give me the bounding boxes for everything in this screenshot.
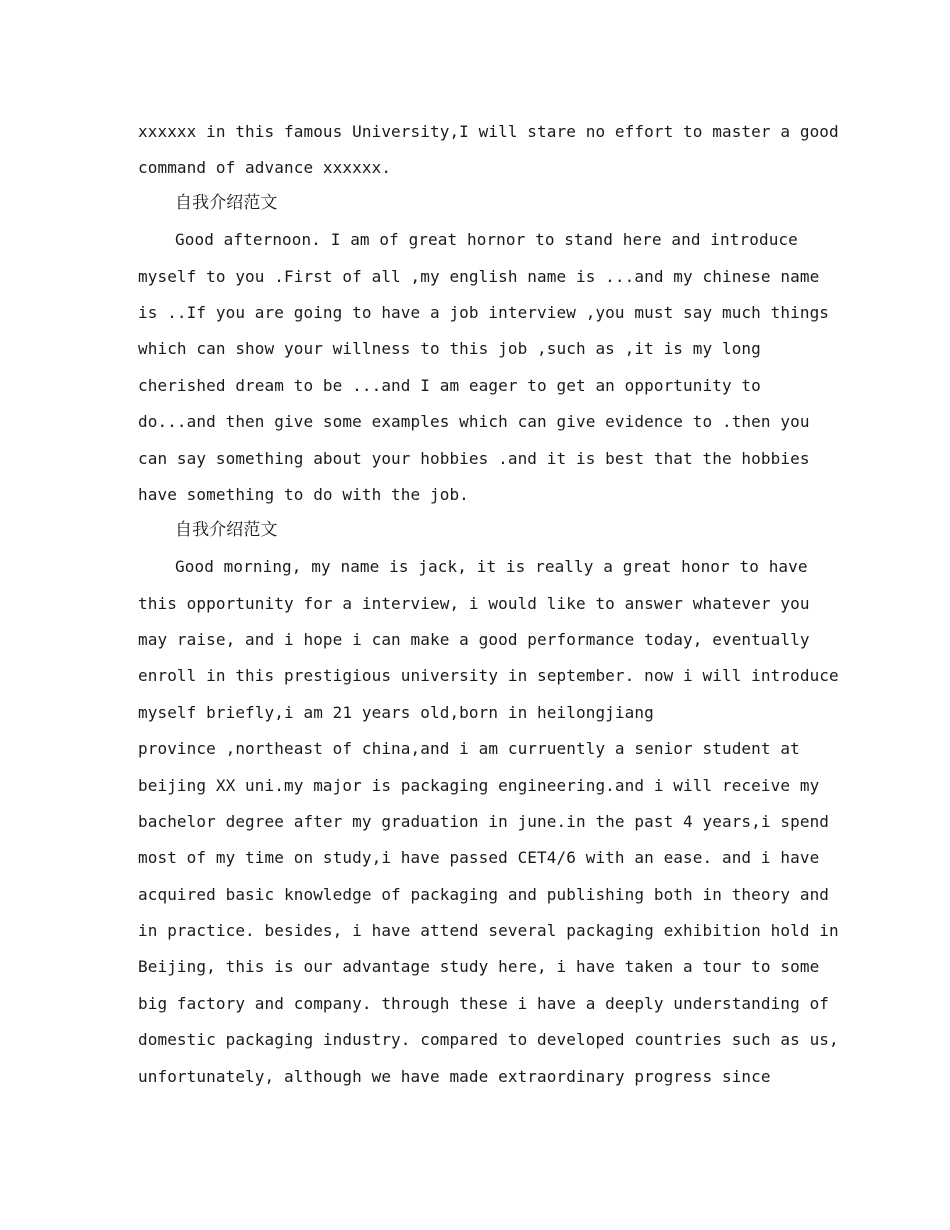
paragraph-line: Good morning, my name is jack, it is really a great honor to have bbox=[175, 557, 808, 576]
paragraph-line: Good afternoon. I am of great hornor to stand here and introduce bbox=[175, 230, 798, 249]
intro-line: xxxxxx in this famous University,I will stare no effort to master a good bbox=[138, 122, 839, 141]
paragraph-line: myself to you .First of all ,my english name is ...and my chinese name bbox=[138, 267, 820, 286]
paragraph-line: is ..If you are going to have a job interview ,you must say much things bbox=[138, 303, 830, 322]
intro-line: command of advance xxxxxx. bbox=[138, 158, 392, 177]
paragraph-line: this opportunity for a interview, i would like to answer whatever you bbox=[138, 594, 810, 613]
paragraph-line: may raise, and i hope i can make a good performance today, eventually bbox=[138, 630, 810, 649]
paragraph-line: myself briefly,i am 21 years old,born in heilongjiang bbox=[138, 703, 654, 722]
section-heading: 自我介绍范文 bbox=[175, 520, 278, 540]
paragraph-line: beijing XX uni.my major is packaging engineering.and i will receive my bbox=[138, 776, 820, 795]
paragraph-line: domestic packaging industry. compared to developed countries such as us, bbox=[138, 1030, 839, 1049]
paragraph-line: in practice. besides, i have attend several packaging exhibition hold in bbox=[138, 921, 839, 940]
paragraph-line: unfortunately, although we have made extraordinary progress since bbox=[138, 1067, 771, 1086]
paragraph-line: can say something about your hobbies .and it is best that the hobbies bbox=[138, 449, 810, 468]
paragraph-line: have something to do with the job. bbox=[138, 485, 469, 504]
paragraph-line: acquired basic knowledge of packaging and publishing both in theory and bbox=[138, 885, 830, 904]
paragraph-line: enroll in this prestigious university in september. now i will introduce bbox=[138, 666, 839, 685]
paragraph-line: Beijing, this is our advantage study here, i have taken a tour to some bbox=[138, 957, 820, 976]
paragraph-line: which can show your willness to this job ,such as ,it is my long bbox=[138, 339, 761, 358]
paragraph-line: cherished dream to be ...and I am eager to get an opportunity to bbox=[138, 376, 761, 395]
paragraph-line: most of my time on study,i have passed CET4/6 with an ease. and i have bbox=[138, 848, 820, 867]
paragraph-line: do...and then give some examples which can give evidence to .then you bbox=[138, 412, 810, 431]
paragraph-line: province ,northeast of china,and i am curruently a senior student at bbox=[138, 739, 800, 758]
paragraph-line: bachelor degree after my graduation in june.in the past 4 years,i spend bbox=[138, 812, 830, 831]
section-heading: 自我介绍范文 bbox=[175, 193, 278, 213]
paragraph-line: big factory and company. through these i have a deeply understanding of bbox=[138, 994, 830, 1013]
